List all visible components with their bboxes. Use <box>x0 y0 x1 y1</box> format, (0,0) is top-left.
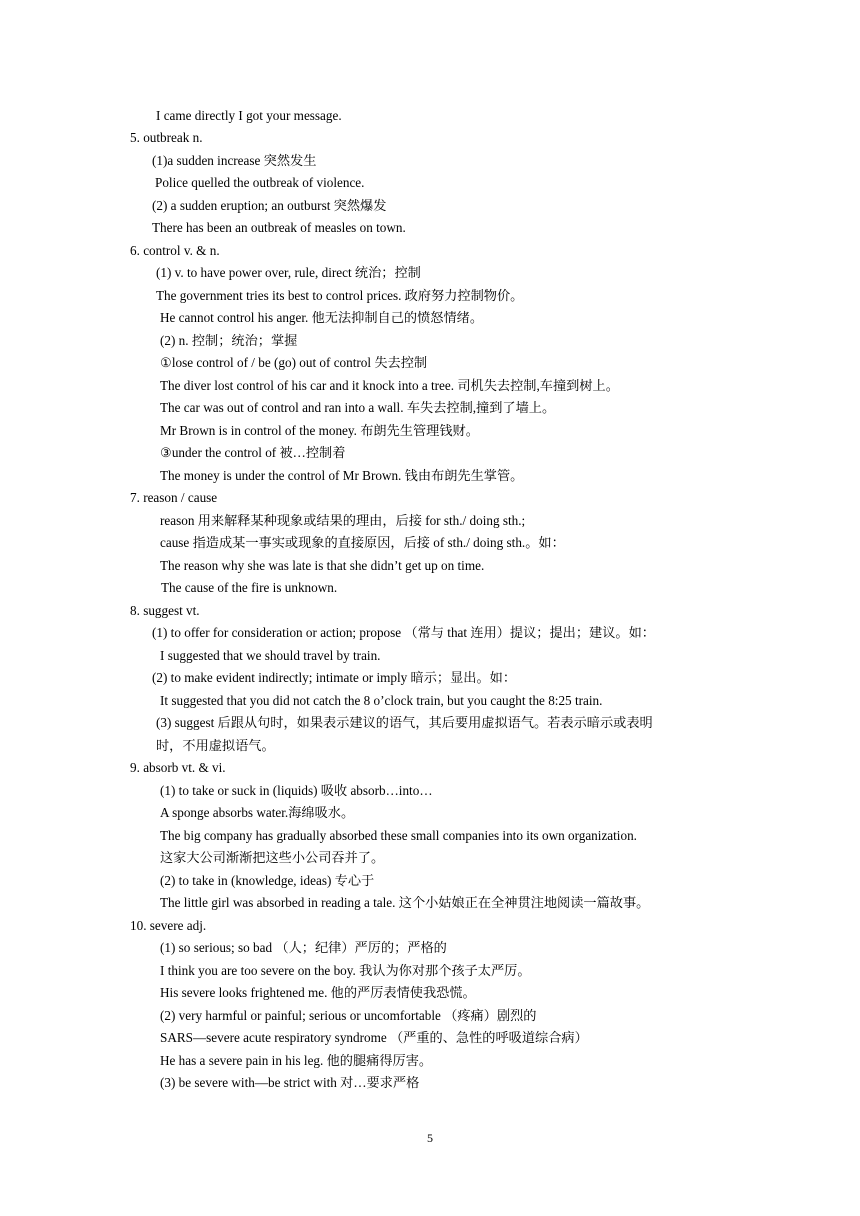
example-translation: 这家大公司渐渐把这些小公司吞并了。 <box>160 850 385 865</box>
entry-heading: 6. control v. & n. <box>130 243 220 258</box>
example-sentence: The little girl was absorbed in reading a tale. 这个小姑娘正在全神贯注地阅读一篇故事。 <box>160 895 650 910</box>
text-line: (2) to make evident indirectly; intimate or imply 暗示；显出。如： <box>152 670 517 685</box>
entry-heading: 10. severe adj. <box>130 918 207 933</box>
text-line: I came directly I got your message. <box>156 108 342 123</box>
example-sentence: The diver lost control of his car and it knock into a tree. 司机失去控制,车撞到树上。 <box>160 378 619 393</box>
example-sentence: The reason why she was late is that she didn’t get up on time. <box>160 558 485 573</box>
text-line: ③under the control of 被…控制着 <box>160 445 346 460</box>
entry-heading: 5. outbreak n. <box>130 130 203 145</box>
example-sentence: I think you are too severe on the boy. 我认为你对那个孩子太严厉。 <box>160 963 531 978</box>
example-sentence: He cannot control his anger. 他无法抑制自己的愤怒情绪。 <box>160 310 484 325</box>
entry-heading: 7. reason / cause <box>130 490 218 505</box>
example-sentence: Mr Brown is in control of the money. 布朗先生管理钱财。 <box>160 423 479 438</box>
example-sentence: The money is under the control of Mr Brown. 钱由布朗先生掌管。 <box>160 468 524 483</box>
text-line: (2) a sudden eruption; an outburst 突然爆发 <box>152 198 387 213</box>
text-line: (2) to take in (knowledge, ideas) 专心于 <box>160 873 375 888</box>
text-line: (1)a sudden increase 突然发生 <box>152 153 317 168</box>
text-line: 时，不用虚拟语气。 <box>156 738 275 753</box>
example-sentence: SARS—severe acute respiratory syndrome （严重的、急性的呼吸道综合病） <box>160 1030 588 1045</box>
text-line: cause 指造成某一事实或现象的直接原因，后接 of sth./ doing sth.。如： <box>160 535 565 550</box>
text-line: (3) suggest 后跟从句时，如果表示建议的语气，其后要用虚拟语气。若表示暗示或表明 <box>156 715 653 730</box>
text-line: (1) v. to have power over, rule, direct 统治；控制 <box>156 265 421 280</box>
text-line: (3) be severe with—be strict with 对…要求严格 <box>160 1075 420 1090</box>
example-sentence: The government tries its best to control prices. 政府努力控制物价。 <box>156 288 524 303</box>
example-sentence: The car was out of control and ran into a wall. 车失去控制,撞到了墙上。 <box>160 400 556 415</box>
text-line: (2) n. 控制；统治；掌握 <box>160 333 298 348</box>
text-line: (1) to take or suck in (liquids) 吸收 absorb…into… <box>160 783 433 798</box>
page-number: 5 <box>427 1131 433 1145</box>
example-sentence: He has a severe pain in his leg. 他的腿痛得厉害。 <box>160 1053 433 1068</box>
example-sentence: The big company has gradually absorbed these small companies into its own organization. <box>160 828 637 843</box>
text-line: (2) very harmful or painful; serious or uncomfortable （疼痛）剧烈的 <box>160 1008 537 1023</box>
example-sentence: His severe looks frightened me. 他的严厉表情使我恐慌。 <box>160 985 476 1000</box>
example-sentence: Police quelled the outbreak of violence. <box>155 175 365 190</box>
example-sentence: There has been an outbreak of measles on town. <box>152 220 406 235</box>
text-line: (1) so serious; so bad （人；纪律）严厉的；严格的 <box>160 940 447 955</box>
example-sentence: It suggested that you did not catch the 8 o’clock train, but you caught the 8:25 train. <box>160 693 603 708</box>
example-sentence: A sponge absorbs water.海绵吸水。 <box>160 805 355 820</box>
example-sentence: The cause of the fire is unknown. <box>161 580 338 595</box>
example-sentence: I suggested that we should travel by train. <box>160 648 381 663</box>
text-line: ①lose control of / be (go) out of control 失去控制 <box>160 355 428 370</box>
text-line: (1) to offer for consideration or action; propose （常与 that 连用）提议；提出；建议。如： <box>152 625 655 640</box>
entry-heading: 8. suggest vt. <box>130 603 200 618</box>
text-line: reason 用来解释某种现象或结果的理由，后接 for sth./ doing sth.; <box>160 513 526 528</box>
entry-heading: 9. absorb vt. & vi. <box>130 760 226 775</box>
